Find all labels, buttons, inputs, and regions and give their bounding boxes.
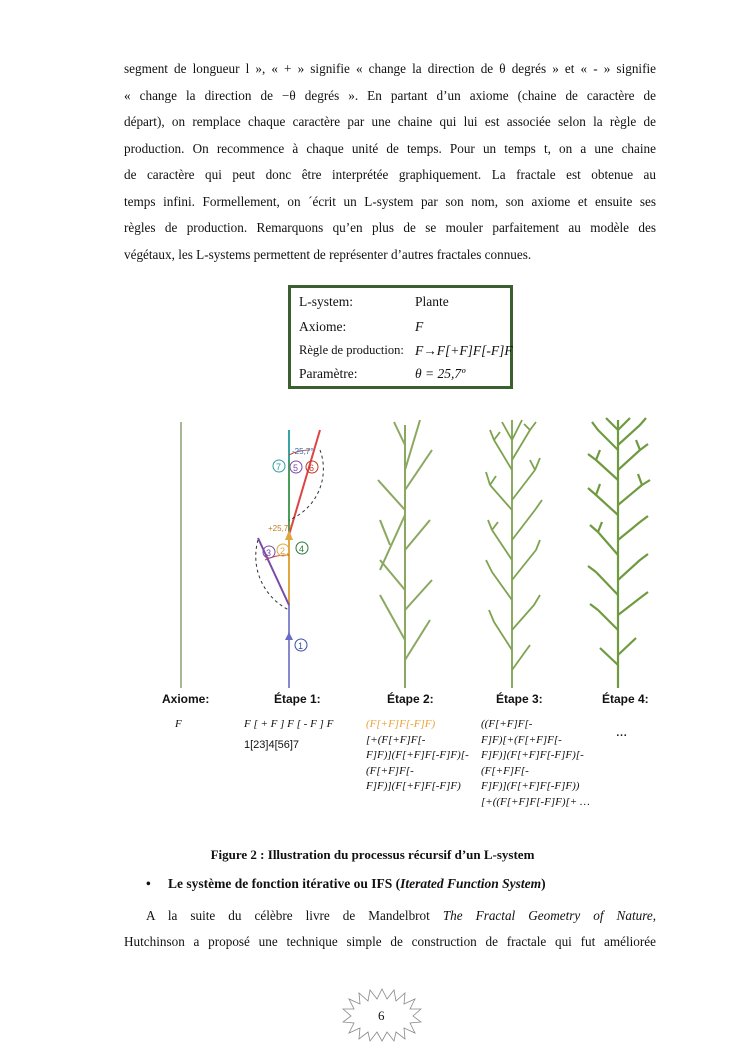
angle-label-positive: +25,7° bbox=[268, 524, 292, 533]
stage3-line: F]F)[+(F[+F]F[- bbox=[481, 733, 562, 746]
angle-label-negative: -25,7° bbox=[292, 447, 314, 456]
circle-number-4: 4 bbox=[299, 544, 305, 554]
stage3-line: [+((F[+F]F[-F]F)[+ … bbox=[481, 795, 590, 808]
text-line: segment de longueur l », « + » signifie « change la direction de θ degrés » et « - » signifie bbox=[124, 61, 656, 76]
stage-label-etape4: Étape 4: bbox=[602, 692, 649, 706]
circle-number-7: 7 bbox=[276, 462, 282, 472]
stage2-line: (F[+F]F[- bbox=[366, 764, 414, 777]
lsystem-figure bbox=[0, 410, 745, 710]
stage2-line: F]F)](F[+F]F[-F]F)[- bbox=[366, 749, 469, 761]
circle-number-6: 6 bbox=[309, 463, 315, 473]
stage3-line: F]F)](F[+F]F[-F]F)) bbox=[481, 780, 580, 792]
text-line: production. On recommence à chaque unité de temps. Pour un temps t, on a une chaine bbox=[124, 140, 656, 156]
bullet-symbol: • bbox=[146, 876, 151, 891]
circle-number-3: 3 bbox=[266, 548, 272, 558]
stage-label-etape2: Étape 2: bbox=[387, 692, 434, 706]
lsystem-definition-box: L-system: Plante Axiome: F Règle de production: F→F[+F]F[-F]F Paramètre: θ = 25,7º bbox=[288, 285, 513, 389]
stage1-number-sequence: 1[23]4[56]7 bbox=[244, 739, 300, 751]
text-line: de caractère qui peut donc être interprétée graphiquement. La fractale est obtenue au bbox=[124, 167, 656, 182]
circle-number-1: 1 bbox=[298, 641, 304, 651]
ifs-paragraph bbox=[124, 903, 656, 955]
stage-label-etape1: Étape 1: bbox=[274, 692, 321, 706]
stage3-line: (F[+F]F[- bbox=[481, 764, 529, 777]
stage-label-axiome: Axiome: bbox=[162, 692, 210, 706]
stage3-plant bbox=[486, 420, 542, 688]
stage2-strings bbox=[366, 717, 469, 795]
stage4-plant bbox=[588, 418, 650, 688]
text-line: Hutchinson a proposé une technique simple de construction de fractale qui fut améliorée bbox=[124, 934, 656, 949]
text-line: règles de production. Remarquons qu’en plus de se mouler parfaitement au modèle des bbox=[124, 220, 656, 235]
text-line: départ), on remplace chaque caractère par une chaine qui lui est associée selon la règle de bbox=[124, 114, 656, 129]
axiom-string: F bbox=[175, 718, 182, 730]
stage2-line: [+(F[+F]F[- bbox=[366, 733, 426, 746]
circle-number-2: 2 bbox=[280, 546, 286, 556]
bullet-text: Le système de fonction itérative ou IFS (Iterated Function System) bbox=[168, 876, 546, 891]
stage2-plant bbox=[378, 420, 432, 688]
text-line: A la suite du célèbre livre de Mandelbrot The Fractal Geometry of Nature, bbox=[146, 908, 656, 923]
text-line: temps infini. Formellement, on ´écrit un L-system par son nom, son axiome et ensuite ses bbox=[124, 193, 656, 209]
stage4-ellipsis: … bbox=[616, 727, 627, 739]
stage2-line: (F[+F]F[-F]F) bbox=[366, 718, 436, 730]
circle-number-5: 5 bbox=[293, 463, 299, 473]
stage-label-etape3: Étape 3: bbox=[496, 692, 543, 706]
stage3-line: ((F[+F]F[- bbox=[481, 718, 533, 730]
stage2-line: F]F)](F[+F]F[-F]F) bbox=[366, 780, 461, 792]
text-line: « change la direction de −θ degrés ». En partant d’un axiome (chaine de caractère de bbox=[124, 87, 656, 103]
text-line: végétaux, les L-systems permettent de représenter d’autres fractales connues. bbox=[124, 246, 532, 262]
figure-caption: Figure 2 : Illustration du processus récursif d’un L-system bbox=[210, 847, 535, 862]
stage3-strings bbox=[481, 717, 590, 810]
stage1-construction bbox=[256, 430, 324, 688]
page-number-badge bbox=[342, 987, 422, 1042]
stage3-line: F]F)](F[+F]F[-F]F)[- bbox=[481, 749, 584, 761]
page-number: 6 bbox=[378, 1008, 385, 1023]
stage1-string: F [ + F ] F [ - F ] F bbox=[244, 718, 334, 730]
intro-paragraph bbox=[124, 56, 656, 268]
